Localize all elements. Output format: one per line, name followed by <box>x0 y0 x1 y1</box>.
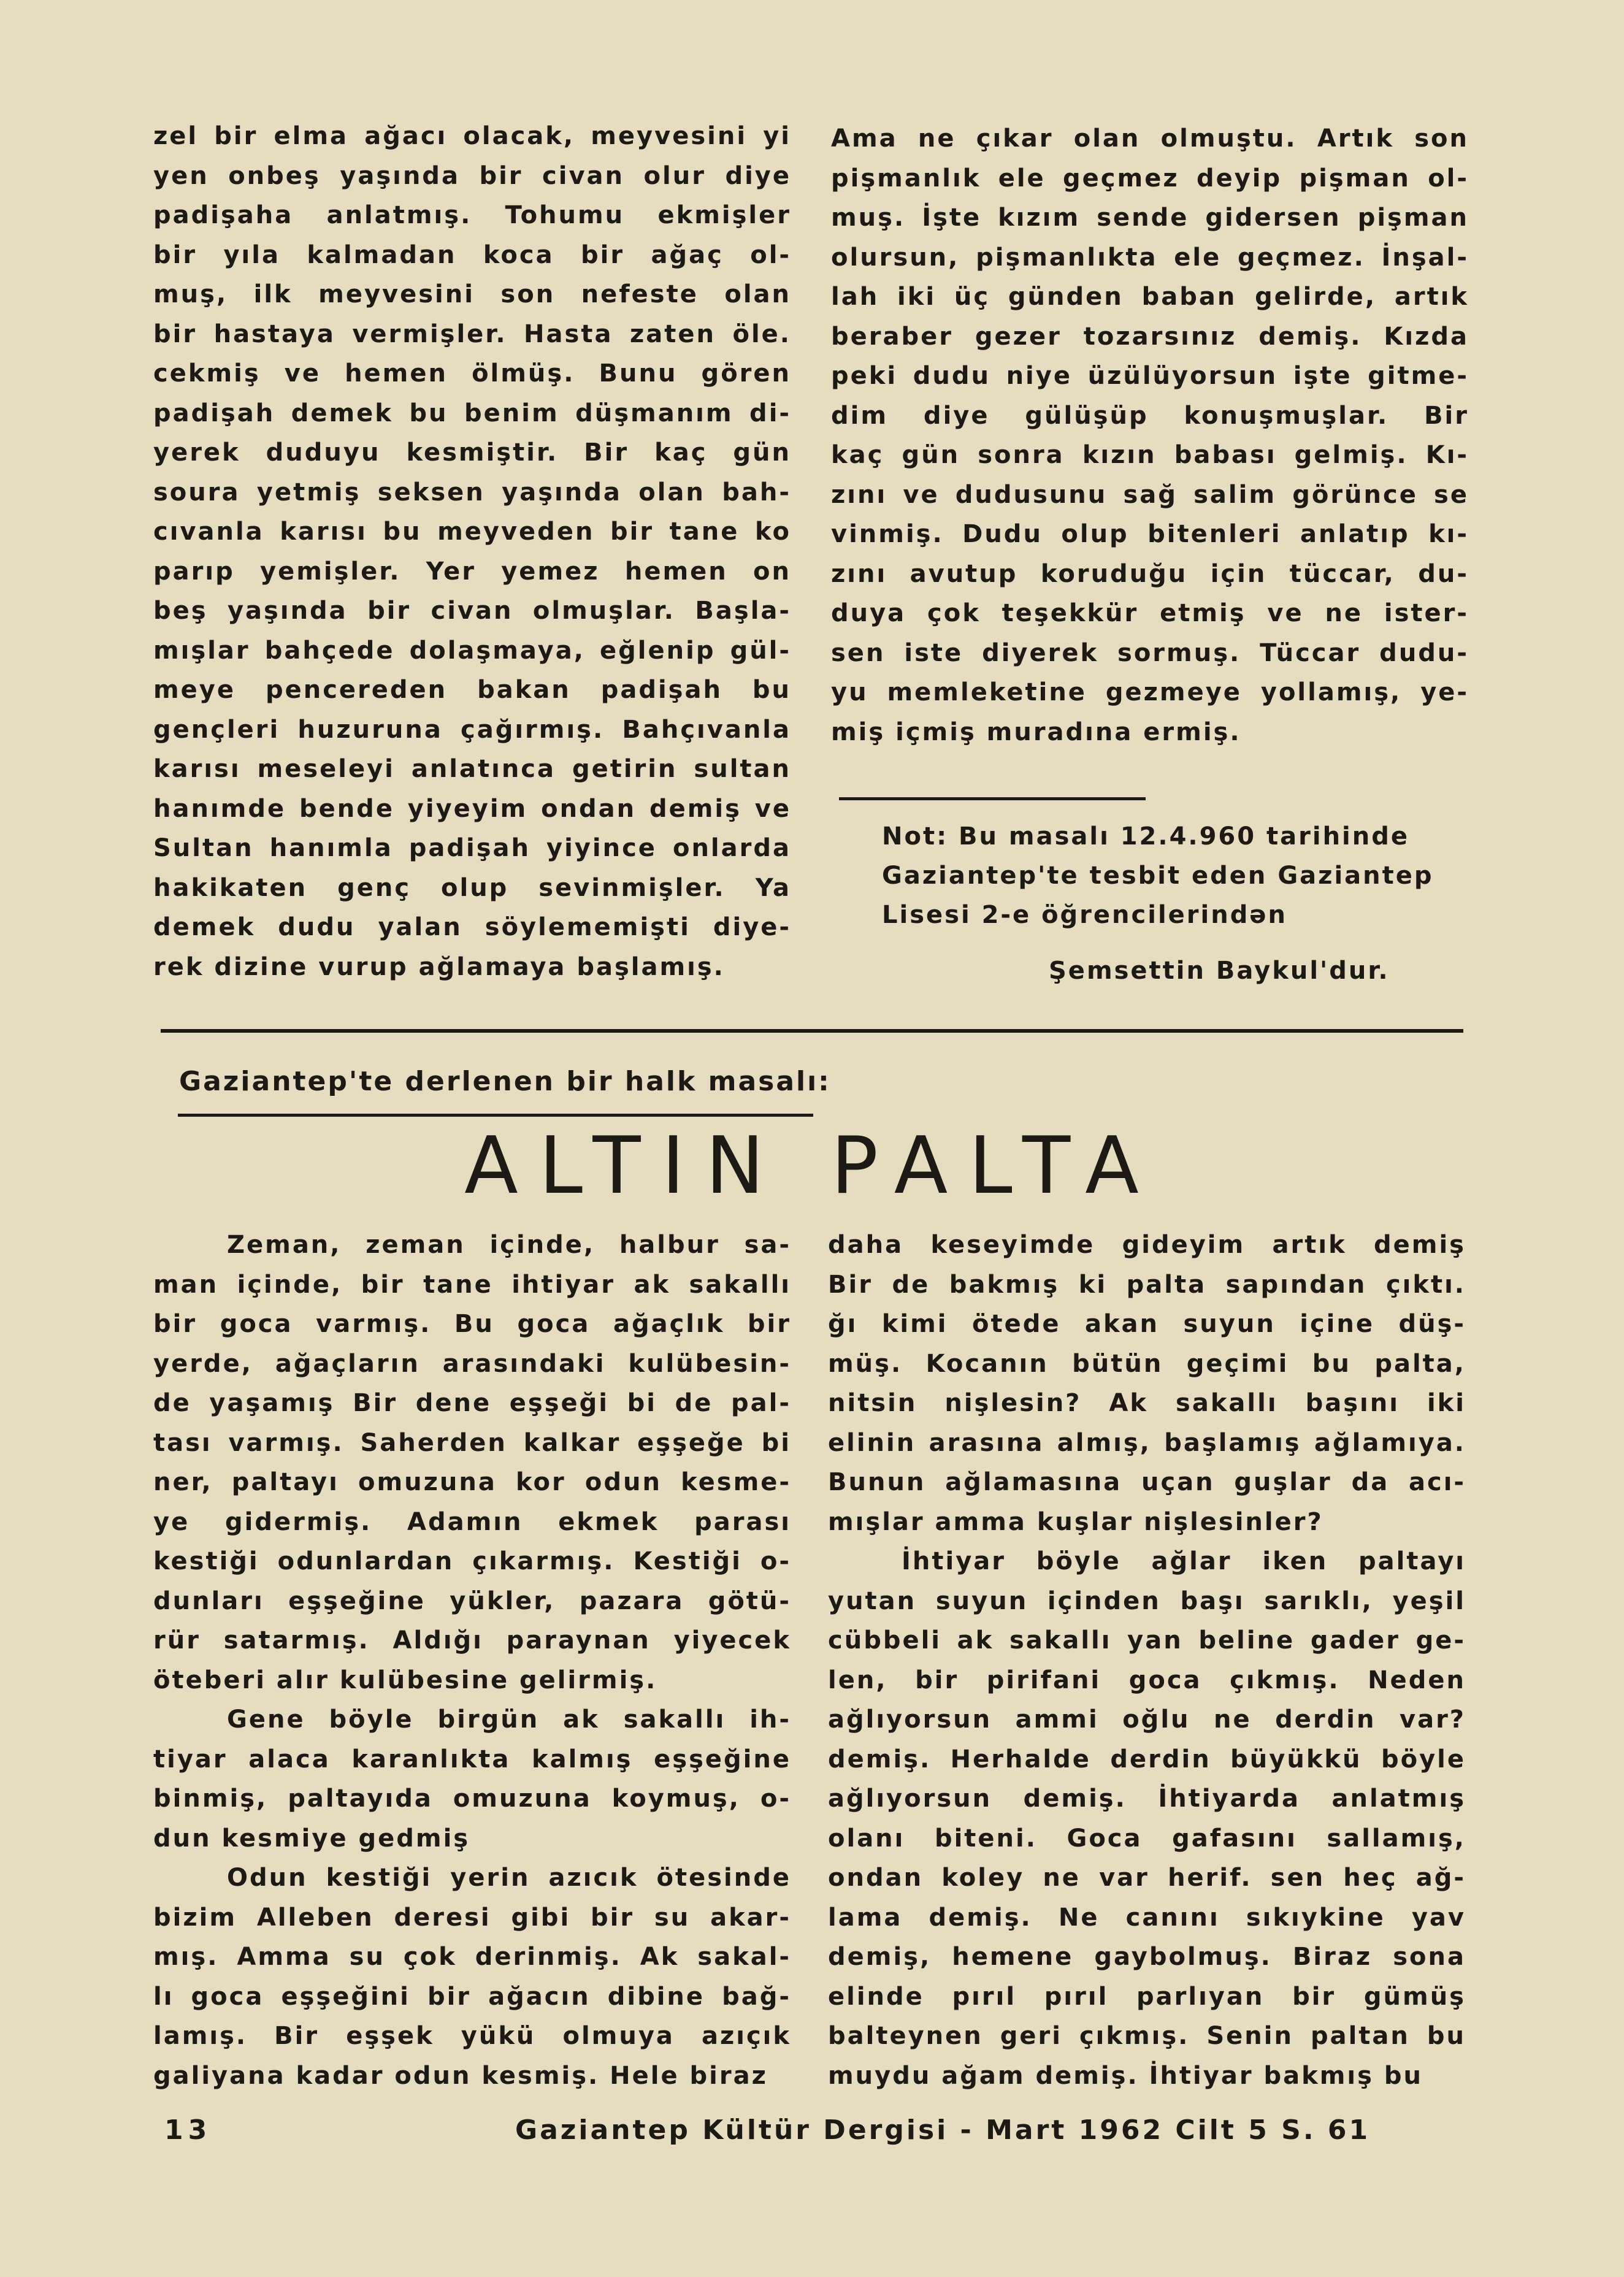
text-line: tası varmış. Saherden kalkar eşşeğe bi <box>153 1428 791 1457</box>
top-left-column <box>153 117 791 987</box>
text-line: zel bir elma ağacı olacak, meyvesini yi <box>153 122 791 150</box>
text-line: yu memleketine gezmeye yollamış, ye- <box>831 678 1469 706</box>
text-line: demiş, hemene gaybolmuş. Biraz sona <box>828 1943 1466 1971</box>
text-line: bir goca varmış. Bu goca ağaçlık bir <box>153 1310 791 1338</box>
text-line: cübbeli ak sakallı yan beline gader ge- <box>828 1626 1466 1655</box>
text-line: mış. Amma su çok derinmiş. Ak sakal- <box>153 1943 791 1971</box>
text-line: man içinde, bir tane ihtiyar ak sakallı <box>153 1270 791 1299</box>
text-line: Bir de bakmış ki palta sapından çıktı. <box>828 1270 1466 1299</box>
story-title: ALTIN PALTA <box>464 1120 1160 1212</box>
text-line: ağlıyorsun demiş. İhtiyarda anlatmış <box>828 1785 1466 1813</box>
text-line: Bunun ağlamasına uçan guşlar da acı- <box>828 1468 1466 1496</box>
text-line: Ama ne çıkar olan olmuştu. Artık son <box>831 124 1469 153</box>
bottom-right-column <box>828 1225 1466 2095</box>
text-line: muş, ilk meyvesini son nefeste olan <box>153 280 791 308</box>
text-line: lah iki üç günden baban gelirde, artık <box>831 283 1469 311</box>
text-line: elinde pırıl pırıl parlıyan bir gümüş <box>828 1982 1466 2011</box>
text-line: hanımde bende yiyeyim ondan demiş ve <box>153 794 791 823</box>
text-line: Odun kestiği yerin azıcık ötesinde <box>227 1864 791 1892</box>
page-number: 13 <box>164 2114 212 2146</box>
note-block <box>882 817 1471 935</box>
text-line: demek dudu yalan söylememişti diye- <box>153 913 791 941</box>
text-line: mışlar bahçede dolaşmaya, eğlenip gül- <box>153 636 791 665</box>
note-signature: Şemsettin Baykul'dur. <box>1049 957 1390 985</box>
footer-citation: Gaziantep Kültür Dergisi - Mart 1962 Cilt 5 S. 61 <box>515 2114 1371 2146</box>
text-line: ondan koley ne var herif. sen heç ağ- <box>828 1864 1466 1892</box>
text-line: duya çok teşekkür etmiş ve ne ister- <box>831 599 1469 627</box>
text-line: İhtiyar böyle ağlar iken paltayı <box>902 1547 1466 1575</box>
text-line: olursun, pişmanlıkta ele geçmez. İnşal- <box>831 243 1469 272</box>
text-line: elinin arasına almış, başlamış ağlamıya. <box>828 1428 1466 1457</box>
text-line: yerek duduyu kesmiştir. Bir kaç gün <box>153 438 791 467</box>
text-line: gençleri huzuruna çağırmış. Bahçıvanla <box>153 715 791 744</box>
text-line: yen onbeş yaşında bir civan olur diye <box>153 161 791 190</box>
note-divider <box>839 797 1146 800</box>
text-line: padişaha anlatmış. Tohumu ekmişler <box>153 201 791 229</box>
text-line: yerde, ağaçların arasındaki kulübesin- <box>153 1349 791 1378</box>
text-line: zını ve dudusunu sağ salim görünce se <box>831 480 1469 509</box>
text-line: ner, paltayı omuzuna kor odun kesme- <box>153 1468 791 1496</box>
text-line: bir hastaya vermişler. Hasta zaten öle. <box>153 320 791 348</box>
text-line: rür satarmış. Aldığı paraynan yiyecek <box>153 1626 791 1655</box>
text-line: bizim Alleben deresi gibi bir su akar- <box>153 1903 791 1932</box>
bottom-left-column <box>153 1225 791 2095</box>
text-line: kestiği odunlardan çıkarmış. Kestiği o- <box>153 1547 791 1575</box>
text-line: daha keseyimde gideyim artık demiş <box>828 1231 1466 1259</box>
text-line: lı goca eşşeğini bir ağacın dibine bağ- <box>153 1982 791 2011</box>
text-line: rek dizine vurup ağlamaya başlamış. <box>153 952 725 981</box>
text-line: yutan suyun içinden başı sarıklı, yeşil <box>828 1586 1466 1615</box>
text-line: beraber gezer tozarsınız demiş. Kızda <box>831 322 1469 351</box>
text-line: sen iste diyerek sormuş. Tüccar dudu- <box>831 638 1469 667</box>
text-line: de yaşamış Bir dene eşşeği bi de pal- <box>153 1389 791 1417</box>
text-line: parıp yemişler. Yer yemez hemen on <box>153 557 791 586</box>
text-line: beş yaşında bir civan olmuşlar. Başla- <box>153 597 791 625</box>
text-line: muş. İşte kızım sende gidersen pişman <box>831 204 1469 232</box>
text-line: lama demiş. Ne canını sıkıykine yav <box>828 1903 1466 1932</box>
text-line: hakikaten genç olup sevinmişler. Ya <box>153 873 791 902</box>
note-line: Not: Bu masalı 12.4.960 tarihinde <box>882 822 1409 851</box>
subtitle-underline <box>178 1114 813 1117</box>
text-line: Zeman, zeman içinde, halbur sa- <box>227 1231 791 1259</box>
text-line: Sultan hanımla padişah yiyince onlarda <box>153 834 791 862</box>
text-line: mışlar amma kuşlar nişlesinler? <box>828 1507 1323 1536</box>
text-line: olanı biteni. Goca gafasını sallamış, <box>828 1824 1466 1853</box>
text-line: öteberi alır kulübesine gelirmiş. <box>153 1666 657 1694</box>
text-line: bir yıla kalmadan koca bir ağaç ol- <box>153 240 791 269</box>
top-right-column <box>831 119 1469 752</box>
text-line: galiyana kadar odun kesmiş. Hele biraz <box>153 2061 768 2090</box>
text-line: zını avutup koruduğu için tüccar, du- <box>831 559 1469 588</box>
text-line: müş. Kocanın bütün geçimi bu palta, <box>828 1349 1466 1378</box>
text-line: len, bir pirifani goca çıkmış. Neden <box>828 1666 1466 1694</box>
text-line: binmiş, paltayıda omuzuna koymuş, o- <box>153 1785 791 1813</box>
text-line: ğı kimi ötede akan suyun içine düş- <box>828 1310 1466 1338</box>
text-line: padişah demek bu benim düşmanım di- <box>153 399 791 427</box>
text-line: vinmiş. Dudu olup bitenleri anlatıp kı- <box>831 520 1469 548</box>
text-line: tiyar alaca karanlıkta kalmış eşşeğine <box>153 1745 791 1774</box>
text-line: meye pencereden bakan padişah bu <box>153 676 791 704</box>
page-footer <box>153 2114 1472 2151</box>
story-subtitle: Gaziantep'te derlenen bir halk masalı: <box>179 1066 831 1097</box>
text-line: peki dudu niye üzülüyorsun işte gitme- <box>831 362 1469 390</box>
text-line: miş içmiş muradına ermiş. <box>831 718 1241 746</box>
text-line: nitsin nişlesin? Ak sakallı başını iki <box>828 1389 1466 1417</box>
text-line: karısı meseleyi anlatınca getirin sultan <box>153 755 791 783</box>
text-line: dim diye gülüşüp konuşmuşlar. Bir <box>831 401 1469 430</box>
note-line: Lisesi 2-e öğrencilerindən <box>882 901 1287 929</box>
text-line: Gene böyle birgün ak sakallı ih- <box>227 1705 791 1734</box>
text-line: ağlıyorsun ammi oğlu ne derdin var? <box>828 1705 1466 1734</box>
text-line: balteynen geri çıkmış. Senin paltan bu <box>828 2022 1466 2050</box>
note-line: Gaziantep'te tesbit eden Gaziantep <box>882 862 1434 890</box>
text-line: dun kesmiye gedmiş <box>153 1824 470 1853</box>
text-line: pişmanlık ele geçmez deyip pişman ol- <box>831 164 1469 193</box>
text-line: muydu ağam demiş. İhtiyar bakmış bu <box>828 2061 1423 2090</box>
text-line: demiş. Herhalde derdin büyükkü böyle <box>828 1745 1466 1774</box>
text-line: dunları eşşeğine yükler, pazara götü- <box>153 1586 791 1615</box>
text-line: kaç gün sonra kızın babası gelmiş. Kı- <box>831 441 1469 469</box>
text-line: cekmiş ve hemen ölmüş. Bunu gören <box>153 359 791 388</box>
section-divider <box>161 1029 1463 1033</box>
text-line: lamış. Bir eşşek yükü olmuya azıçık <box>153 2022 791 2050</box>
text-line: ye gidermiş. Adamın ekmek parası <box>153 1507 791 1536</box>
text-line: cıvanla karısı bu meyveden bir tane ko <box>153 518 791 546</box>
text-line: soura yetmiş seksen yaşında olan bah- <box>153 478 791 507</box>
